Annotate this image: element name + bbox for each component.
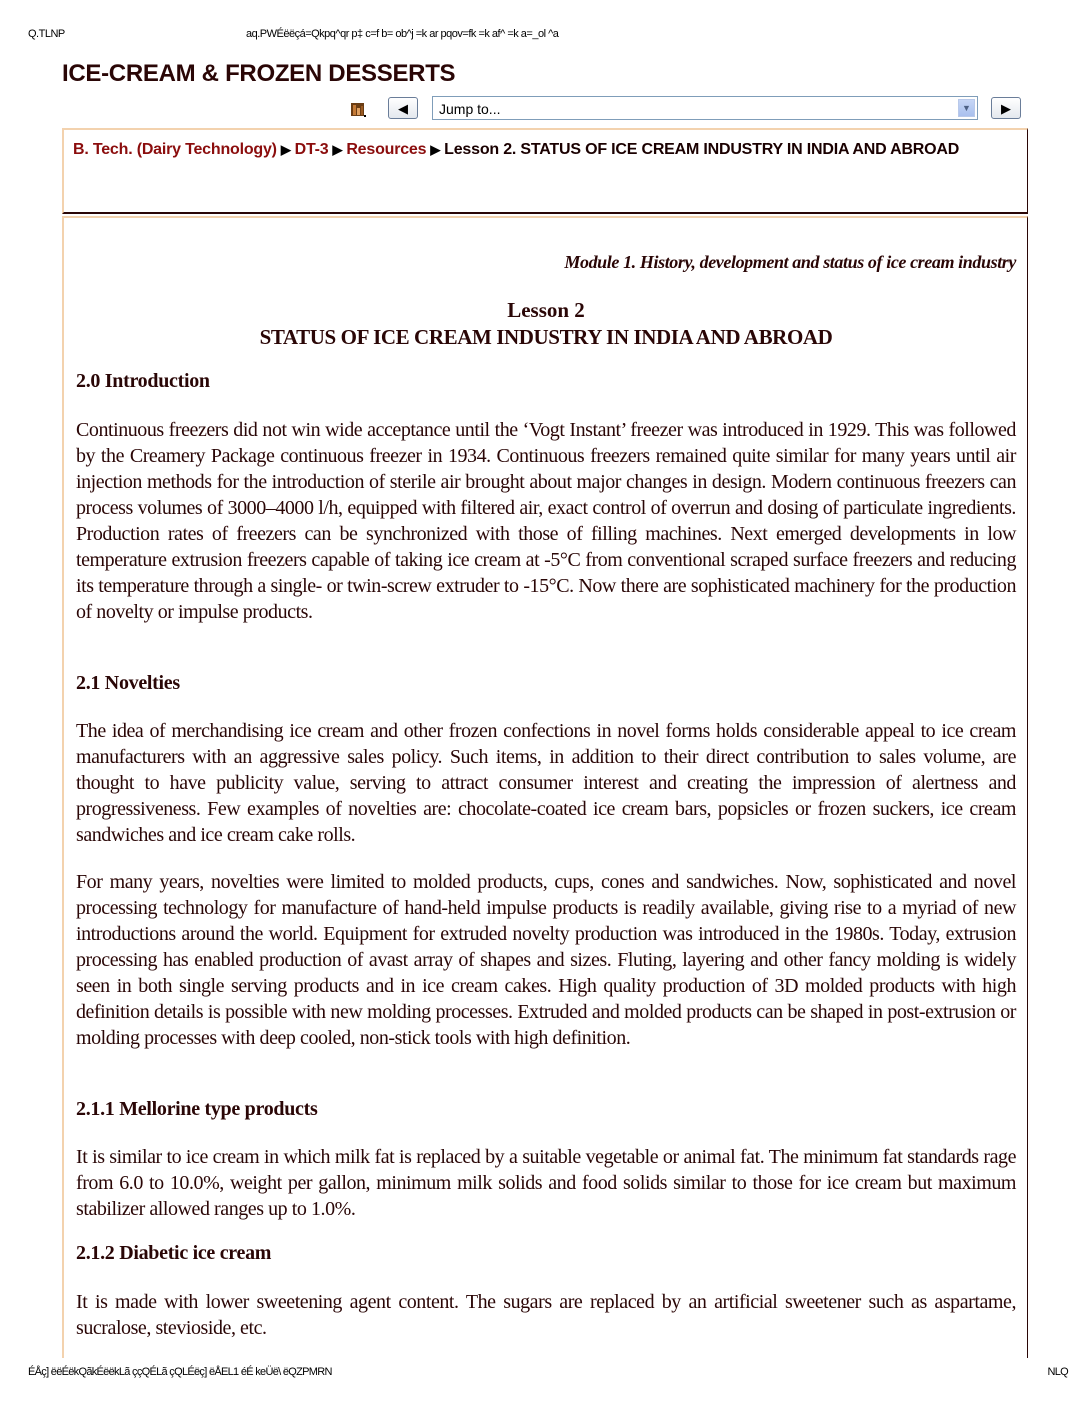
section-heading-mellorine: 2.1.1 Mellorine type products <box>76 1098 318 1120</box>
print-footer <box>28 1366 1068 1382</box>
navigation-bar <box>346 96 1026 122</box>
chevron-down-icon[interactable]: ▼ <box>958 99 975 117</box>
breadcrumb-separator-icon: ▶ <box>280 142 291 157</box>
print-header-time: Q.TLNP <box>28 28 65 40</box>
paragraph-mellorine: It is similar to ice cream in which milk fat is replaced by a suitable vegetable or animal fat. The minimum fat standards rage from 6.0 to 10.0%, weight per gallon, minimum milk solids and food solids similar to those for ice cream but maximum stabilizer allowed ranges up to 1.0%. <box>76 1146 1016 1220</box>
triangle-left-icon: ◀ <box>398 100 408 116</box>
previous-button[interactable] <box>388 97 418 119</box>
lesson-title: STATUS OF ICE CREAM INDUSTRY IN INDIA AND ABROAD <box>259 325 833 349</box>
breadcrumb <box>73 140 1003 160</box>
module-title: Module 1. History, development and status of ice cream industry <box>564 252 1016 272</box>
breadcrumb-separator-icon: ▶ <box>430 142 441 157</box>
paragraph-introduction: Continuous freezers did not win wide acceptance until the ‘Vogt Instant’ freezer was introduced in 1929. This was followed by the Creamery Package continuous freezer in 1934. Continuous freezers remained quite similar for many years until air injection methods for the introduction of sterile air brought about major changes in design. Modern continuous freezers can process volumes of 3000–4000 l/h, equipped with filtered air, exact control of overrun and dosing of particulate ingredients. Production rates of freezers can be synchronized with those of filling machines. Next emerged developments in low temperature extrusion freezers capable of taking ice cream at -5°C from conventional scraped surface freezers and reducing its temperature through a single- or twin-screw extruder to -15°C. Now there are sophisticated machinery for the production of novelty or impulse products. <box>76 419 1016 623</box>
print-header <box>28 28 1060 44</box>
breadcrumb-link-resources[interactable]: Resources <box>346 141 427 158</box>
save-icon[interactable] <box>350 102 366 118</box>
paragraph-novelties-2: For many years, novelties were limited to molded products, cups, cones and sandwiches. Now, sophisticated and novel processing technology for manufacture of hand-held impulse products is readily available, giving rise to a myriad of new introductions around the world. Equipment for extruded novelty production was introduced in the 1980s. Today, extrusion processing has enabled production of avast array of shapes and sizes. Fluting, layering and other fancy molding is widely seen in both single serving products and in ice cream cakes. High quality production of 3D molded products with high definition details is possible with new molding processes. Extruded and molded products can be shaped in post-extrusion or molding processes with deep cooled, non-stick tools with high definition. <box>76 871 1016 1049</box>
paragraph-diabetic: It is made with lower sweetening agent content. The sugars are replaced by an artificial sweetener such as aspartame, sucralose, stevioside, etc. <box>76 1291 1016 1339</box>
jump-to-label: Jump to... <box>439 101 501 117</box>
section-heading-diabetic: 2.1.2 Diabetic ice cream <box>76 1242 272 1264</box>
next-button[interactable] <box>991 97 1021 119</box>
lesson-number: Lesson 2 <box>507 298 585 322</box>
breadcrumb-container <box>62 128 1028 214</box>
lesson-content-container <box>62 216 1028 1358</box>
course-title: ICE-CREAM & FROZEN DESSERTS <box>62 60 456 87</box>
breadcrumb-link-course[interactable]: B. Tech. (Dairy Technology) <box>73 141 277 158</box>
paragraph-novelties-1: The idea of merchandising ice cream and other frozen confections in novel forms holds considerable appeal to ice cream manufacturers with an aggressive sales policy. Such items, in addition to their direct contribution to sales volume, are thought to have publicity value, serving to attract consumer interest and creating the impression of alertness and progressiveness. Few examples of novelties are: chocolate-coated ice cream bars, popsicles or frozen suckers, ice cream sandwiches and ice cream cake rolls. <box>76 720 1016 846</box>
breadcrumb-current: Lesson 2. STATUS OF ICE CREAM INDUSTRY IN INDIA AND ABROAD <box>444 141 960 158</box>
triangle-right-icon: ▶ <box>1001 100 1011 116</box>
section-heading-introduction: 2.0 Introduction <box>76 370 210 392</box>
jump-to-select[interactable] <box>432 96 978 120</box>
print-footer-url: ÉÅç] ëëÉëkQãkÉëëkLã ççQÉLã çQLÉëç] ëÅEL1 éÉ keÜë\ ëQZPMRN <box>28 1366 332 1378</box>
breadcrumb-link-dt3[interactable]: DT-3 <box>294 141 329 158</box>
print-header-title: aq.PWÉëëçá=Qkpq^qr p‡ c=f b= ob^j =k ar pqov=fk =k af^ =k a=_ol ^a <box>246 28 559 40</box>
breadcrumb-separator-icon: ▶ <box>332 142 343 157</box>
print-footer-page-number: NLQ <box>1047 1366 1068 1378</box>
section-heading-novelties: 2.1 Novelties <box>76 672 180 694</box>
